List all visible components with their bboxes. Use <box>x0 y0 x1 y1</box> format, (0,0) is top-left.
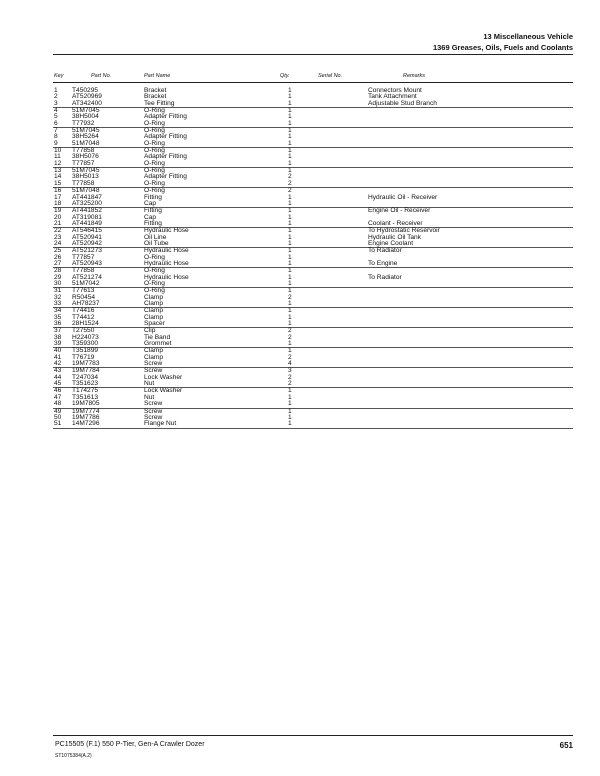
part-name: Bracket <box>144 87 167 94</box>
part-name: O-Ring <box>144 119 165 127</box>
part-qty: 1 <box>288 107 292 115</box>
part-key: 45 <box>54 380 62 388</box>
part-key: 47 <box>54 393 62 401</box>
part-qty: 3 <box>288 367 292 375</box>
part-key: 27 <box>54 259 62 267</box>
part-number: 38H5004 <box>72 113 99 121</box>
part-number: T77858 <box>72 179 95 187</box>
part-qty: 1 <box>288 267 292 275</box>
part-key: 23 <box>54 233 62 241</box>
part-qty: 1 <box>288 219 292 227</box>
part-qty: 2 <box>288 173 292 181</box>
part-key: 50 <box>54 413 62 421</box>
part-number: T77857 <box>72 253 95 261</box>
col-header-part-name: Part Name <box>144 73 171 79</box>
part-remarks: Engine Coolant <box>368 239 414 247</box>
part-key: 5 <box>54 113 58 121</box>
part-qty: 1 <box>288 279 292 287</box>
part-qty: 1 <box>288 340 292 348</box>
part-number: 38H5264 <box>72 133 99 141</box>
part-number: AT520942 <box>72 239 102 247</box>
part-qty: 1 <box>288 127 292 135</box>
part-key: 17 <box>54 193 62 201</box>
part-number: T74412 <box>72 313 95 321</box>
part-qty: 1 <box>288 153 292 161</box>
part-number: AT520943 <box>72 259 102 267</box>
part-name: Cap <box>144 213 157 221</box>
col-header-qty: Qty. <box>280 73 290 79</box>
part-key: 48 <box>54 400 62 408</box>
part-number: 51M7048 <box>72 139 100 147</box>
part-key: 39 <box>54 340 62 348</box>
page-number: 651 <box>559 741 573 750</box>
part-remarks: Coolant - Receiver <box>368 219 423 227</box>
part-qty: 2 <box>288 179 292 187</box>
part-qty: 1 <box>288 99 292 107</box>
table-row <box>53 301 573 307</box>
part-number: T351899 <box>72 347 99 355</box>
part-name: Tee Fitting <box>144 99 175 107</box>
table-row <box>53 101 573 107</box>
part-qty: 1 <box>288 420 292 428</box>
part-name: Fitting <box>144 207 162 215</box>
part-qty: 1 <box>288 159 292 167</box>
part-name: O-Ring <box>144 147 165 155</box>
part-name: O-Ring <box>144 253 165 261</box>
part-name: Hydraulic Hose <box>144 259 189 267</box>
subsection-title: 1369 Greases, Oils, Fuels and Coolants <box>432 43 573 52</box>
part-key: 46 <box>54 387 62 395</box>
part-number: 51M7045 <box>72 107 100 115</box>
part-key: 21 <box>54 219 62 227</box>
part-qty: 1 <box>288 87 292 94</box>
part-qty: 1 <box>288 239 292 247</box>
part-number: 14M7296 <box>72 420 100 428</box>
header-rule <box>53 54 573 55</box>
part-remarks: Hydraulic Oil Tank <box>368 233 422 241</box>
part-name: O-Ring <box>144 287 165 295</box>
part-name: O-Ring <box>144 279 165 287</box>
row-group <box>53 308 573 328</box>
row-group <box>53 148 573 168</box>
part-number: AT520969 <box>72 93 102 101</box>
part-name: Hydraulic Hose <box>144 227 189 235</box>
part-name: Clamp <box>144 300 164 307</box>
part-number: T351613 <box>72 393 99 401</box>
row-group <box>53 188 573 208</box>
part-remarks: Hydraulic Oil - Receiver <box>368 193 438 201</box>
part-qty: 1 <box>288 233 292 241</box>
part-name: O-Ring <box>144 187 165 195</box>
part-qty: 1 <box>288 93 292 101</box>
part-number: T77858 <box>72 147 95 155</box>
part-qty: 1 <box>288 393 292 401</box>
part-qty: 1 <box>288 300 292 307</box>
parts-table <box>53 88 573 429</box>
part-key: 37 <box>54 327 62 335</box>
part-name: O-Ring <box>144 127 165 135</box>
part-qty: 1 <box>288 413 292 421</box>
part-qty: 1 <box>288 287 292 295</box>
part-qty: 1 <box>288 400 292 408</box>
part-remarks: Tank Attachment <box>368 93 417 101</box>
row-group <box>53 108 573 128</box>
part-remarks: Connectors Mount <box>368 87 422 94</box>
part-key: 29 <box>54 273 62 281</box>
part-name: Clip <box>144 327 156 335</box>
table-row <box>53 321 573 327</box>
document-id: PC15505 (F.1) 550 P-Tier, Gen-A Crawler Dozer <box>55 741 205 748</box>
part-qty: 1 <box>288 347 292 355</box>
part-key: 36 <box>54 320 62 328</box>
part-number: AT521273 <box>72 247 102 255</box>
part-qty: 2 <box>288 327 292 335</box>
row-group <box>53 128 573 148</box>
part-number: T359300 <box>72 340 99 348</box>
table-row <box>53 181 573 187</box>
row-group <box>53 409 573 429</box>
part-key: 1 <box>54 87 58 94</box>
part-key: 16 <box>54 187 62 195</box>
part-qty: 1 <box>288 133 292 141</box>
col-header-remarks: Remarks <box>403 73 426 79</box>
part-qty: 2 <box>288 353 292 361</box>
part-key: 18 <box>54 199 62 207</box>
part-name: Bracket <box>144 93 167 101</box>
part-number: R50454 <box>72 293 96 301</box>
part-key: 33 <box>54 300 62 307</box>
part-key: 34 <box>54 307 62 315</box>
part-key: 28 <box>54 267 62 275</box>
part-key: 20 <box>54 213 62 221</box>
part-name: Screw <box>144 367 163 375</box>
part-remarks: Engine Oil - Receiver <box>368 207 431 215</box>
col-header-part-no: Part No. <box>91 73 112 79</box>
part-key: 49 <box>54 407 62 415</box>
part-number: T74416 <box>72 307 95 315</box>
row-group <box>53 368 573 388</box>
table-row <box>53 241 573 247</box>
part-number: 51M7045 <box>72 127 100 135</box>
part-number: 38H5013 <box>72 173 99 181</box>
part-key: 32 <box>54 293 62 301</box>
part-remarks: To Engine <box>368 259 398 267</box>
part-key: 41 <box>54 353 62 361</box>
part-qty: 2 <box>288 380 292 388</box>
part-key: 22 <box>54 227 62 235</box>
part-name: Hydraulic Hose <box>144 247 189 255</box>
table-row <box>53 401 573 407</box>
part-number: 51M7042 <box>72 279 100 287</box>
row-group <box>53 348 573 368</box>
part-number: 19M7805 <box>72 400 100 408</box>
part-name: Grommet <box>144 340 172 348</box>
part-name: Cap <box>144 199 157 207</box>
part-name: Clamp <box>144 347 164 355</box>
part-name: O-Ring <box>144 167 165 175</box>
part-qty: 1 <box>288 167 292 175</box>
part-name: Clamp <box>144 307 164 315</box>
part-number: 19M7774 <box>72 407 100 415</box>
part-qty: 1 <box>288 273 292 281</box>
part-key: 44 <box>54 373 62 381</box>
part-number: T77857 <box>72 159 95 167</box>
table-row <box>53 341 573 347</box>
part-number: T174275 <box>72 387 99 395</box>
part-key: 2 <box>54 93 58 101</box>
part-name: O-Ring <box>144 159 165 167</box>
part-name: Clamp <box>144 293 164 301</box>
part-remarks: To Hydrostatic Reservoir <box>368 227 440 235</box>
part-number: T77858 <box>72 267 95 275</box>
part-key: 3 <box>54 99 58 107</box>
col-header-serial-no: Serial No. <box>318 73 343 79</box>
part-qty: 1 <box>288 119 292 127</box>
part-number: AT342400 <box>72 99 102 107</box>
col-header-key: Key <box>54 73 64 79</box>
table-row <box>53 361 573 367</box>
part-number: 38H5076 <box>72 153 99 161</box>
part-number: 51M7045 <box>72 167 100 175</box>
part-key: 26 <box>54 253 62 261</box>
part-name: Tie Band <box>144 333 171 341</box>
table-row <box>53 381 573 387</box>
row-group <box>53 288 573 308</box>
part-number: H224073 <box>72 333 99 341</box>
part-name: O-Ring <box>144 107 165 115</box>
row-group <box>53 388 573 408</box>
part-qty: 1 <box>288 407 292 415</box>
part-qty: 1 <box>288 193 292 201</box>
part-qty: 2 <box>288 333 292 341</box>
part-key: 4 <box>54 107 58 115</box>
part-number: AT325200 <box>72 199 102 207</box>
row-group <box>53 88 573 108</box>
part-qty: 1 <box>288 213 292 221</box>
footer-rule <box>53 735 573 736</box>
part-name: Flange Nut <box>144 420 177 428</box>
part-name: O-Ring <box>144 179 165 187</box>
part-key: 7 <box>54 127 58 135</box>
part-key: 31 <box>54 287 62 295</box>
part-number: AT521274 <box>72 273 102 281</box>
part-key: 51 <box>54 420 62 428</box>
part-key: 10 <box>54 147 62 155</box>
table-row <box>53 121 573 127</box>
part-name: Lock Washer <box>144 373 183 381</box>
part-key: 42 <box>54 360 62 368</box>
row-group <box>53 228 573 248</box>
part-key: 19 <box>54 207 62 215</box>
part-name: O-Ring <box>144 139 165 147</box>
part-name: Oil Line <box>144 233 167 241</box>
part-qty: 1 <box>288 320 292 328</box>
part-key: 12 <box>54 159 62 167</box>
part-number: AT441847 <box>72 193 102 201</box>
part-key: 13 <box>54 167 62 175</box>
part-qty: 1 <box>288 147 292 155</box>
part-qty: 1 <box>288 199 292 207</box>
part-number: T247034 <box>72 373 99 381</box>
part-qty: 1 <box>288 307 292 315</box>
table-row <box>53 201 573 207</box>
part-qty: 1 <box>288 227 292 235</box>
part-number: T27550 <box>72 327 95 335</box>
part-name: Adapter Fitting <box>144 133 187 141</box>
part-number: AT520941 <box>72 233 102 241</box>
part-key: 11 <box>54 153 61 161</box>
part-key: 9 <box>54 139 58 147</box>
row-group <box>53 328 573 348</box>
part-qty: 1 <box>288 247 292 255</box>
table-row <box>53 161 573 167</box>
row-group <box>53 168 573 188</box>
part-name: Adapter Fitting <box>144 173 187 181</box>
row-group <box>53 268 573 288</box>
part-number: T450295 <box>72 87 99 94</box>
part-key: 24 <box>54 239 62 247</box>
part-number: AH78237 <box>72 300 100 307</box>
part-key: 30 <box>54 279 62 287</box>
part-number: AT546415 <box>72 227 102 235</box>
part-name: Nut <box>144 380 155 388</box>
part-qty: 2 <box>288 187 292 195</box>
part-key: 6 <box>54 119 58 127</box>
part-qty: 1 <box>288 387 292 395</box>
table-row <box>53 261 573 267</box>
part-name: Screw <box>144 413 163 421</box>
table-row <box>53 281 573 287</box>
part-qty: 1 <box>288 113 292 121</box>
column-header-rule <box>53 82 573 83</box>
part-name: Lock Washer <box>144 387 183 395</box>
part-name: Fitting <box>144 193 162 201</box>
reference-code: ST1075384(A.2) <box>55 753 92 759</box>
part-qty: 1 <box>288 259 292 267</box>
part-name: Hydraulic Hose <box>144 273 189 281</box>
part-number: 51M7048 <box>72 187 100 195</box>
part-number: T77613 <box>72 287 95 295</box>
part-name: Fitting <box>144 219 162 227</box>
part-qty: 1 <box>288 139 292 147</box>
table-row <box>53 421 573 427</box>
part-remarks: To Radiator <box>368 273 402 281</box>
part-name: Clamp <box>144 313 164 321</box>
part-key: 25 <box>54 247 62 255</box>
part-number: T351623 <box>72 380 99 388</box>
part-number: 19M7786 <box>72 413 100 421</box>
part-key: 15 <box>54 179 62 187</box>
table-row <box>53 141 573 147</box>
part-qty: 1 <box>288 207 292 215</box>
part-number: 19M7783 <box>72 360 100 368</box>
part-remarks: Adjustable Stud Branch <box>368 99 437 107</box>
part-number: 19M7784 <box>72 367 100 375</box>
part-name: Screw <box>144 400 163 408</box>
part-key: 40 <box>54 347 62 355</box>
part-name: Oil Tube <box>144 239 169 247</box>
part-number: T77932 <box>72 119 95 127</box>
part-number: AT441852 <box>72 207 102 215</box>
part-name: Adapter Fitting <box>144 113 187 121</box>
part-qty: 2 <box>288 293 292 301</box>
part-qty: 4 <box>288 360 292 368</box>
part-qty: 2 <box>288 373 292 381</box>
part-number: AT319081 <box>72 213 102 221</box>
part-number: 28H1524 <box>72 320 99 328</box>
part-name: Adapter Fitting <box>144 153 187 161</box>
part-name: Spacer <box>144 320 165 328</box>
part-key: 43 <box>54 367 62 375</box>
part-name: Clamp <box>144 353 164 361</box>
row-group <box>53 208 573 228</box>
table-row <box>53 221 573 227</box>
part-name: Nut <box>144 393 155 401</box>
part-remarks: To Radiator <box>368 247 402 255</box>
part-key: 8 <box>54 133 58 141</box>
part-key: 38 <box>54 333 62 341</box>
part-name: O-Ring <box>144 267 165 275</box>
part-name: Screw <box>144 360 163 368</box>
section-title: 13 Miscellaneous Vehicle <box>483 32 573 41</box>
part-qty: 1 <box>288 313 292 321</box>
part-number: T76719 <box>72 353 95 361</box>
part-number: AT441849 <box>72 219 102 227</box>
part-name: Screw <box>144 407 163 415</box>
row-group <box>53 248 573 268</box>
part-key: 35 <box>54 313 62 321</box>
part-qty: 1 <box>288 253 292 261</box>
part-key: 14 <box>54 173 62 181</box>
